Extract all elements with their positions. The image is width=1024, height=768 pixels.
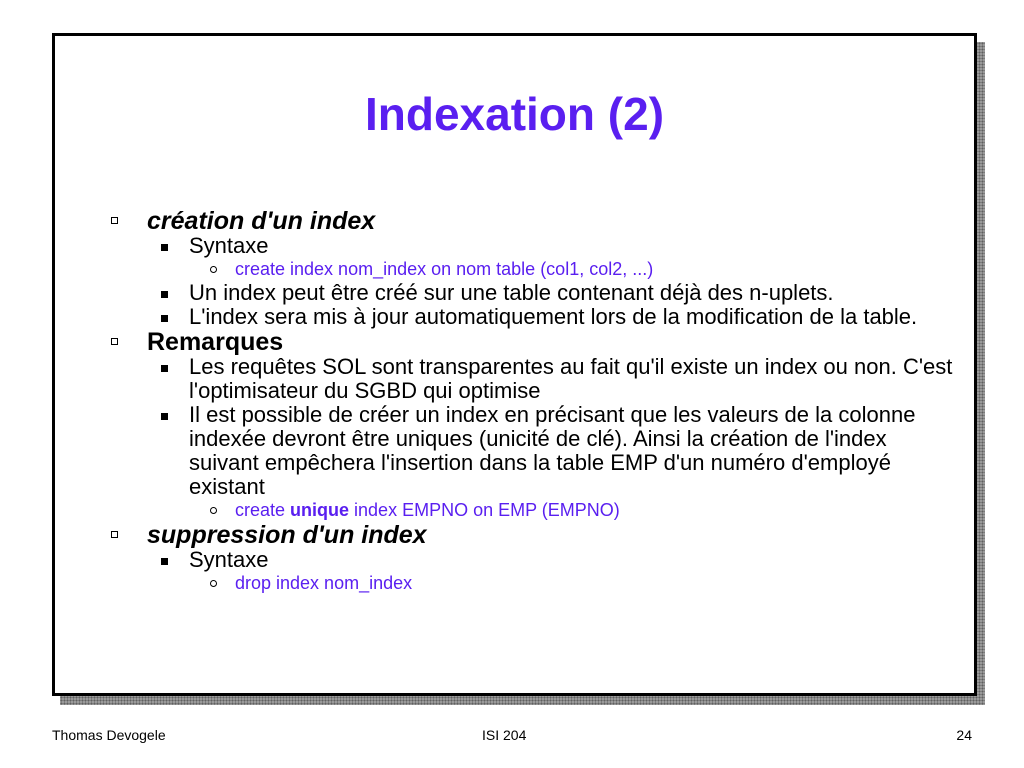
list-item-text: Syntaxe <box>189 547 269 572</box>
list-item <box>55 403 980 499</box>
list-item <box>55 305 980 329</box>
footer-page-number: 24 <box>956 727 972 743</box>
list-item-text: Syntaxe <box>189 233 269 258</box>
slide-content <box>55 208 980 595</box>
code-text: drop index nom_index <box>235 573 413 593</box>
section-heading-text: suppression d'un index <box>147 521 427 549</box>
section-heading-remarques <box>55 329 980 355</box>
code-keyword-unique: unique <box>290 500 350 520</box>
slide-frame <box>52 33 977 696</box>
hollow-circle-bullet-icon <box>210 580 217 587</box>
filled-square-bullet-icon <box>161 291 168 298</box>
hollow-square-bullet-icon <box>111 217 118 224</box>
section-heading-creation <box>55 208 980 234</box>
hollow-circle-bullet-icon <box>210 266 217 273</box>
list-item-text: Les requêtes SOL sont transparentes au fait qu'il existe un index ou non. C'est l'optimisateur du SGBD qui optimise <box>189 354 953 403</box>
code-line <box>55 258 980 281</box>
list-item <box>55 548 980 572</box>
filled-square-bullet-icon <box>161 558 168 565</box>
hollow-square-bullet-icon <box>111 531 118 538</box>
list-item-text: L'index sera mis à jour automatiquement lors de la modification de la table. <box>189 304 918 329</box>
hollow-circle-bullet-icon <box>210 507 217 514</box>
filled-square-bullet-icon <box>161 315 168 322</box>
list-item-text: Il est possible de créer un index en précisant que les valeurs de la colonne indexée devront être uniques (unicité de clé). Ainsi la création de l'index suivant empêchera l'insertion dans la table EMP d'un numéro d'employé existant <box>189 402 916 499</box>
footer-author: Thomas Devogele <box>52 727 166 743</box>
slide-title: Indexation (2) <box>364 88 665 140</box>
filled-square-bullet-icon <box>161 365 168 372</box>
section-heading-text: Remarques <box>147 328 284 356</box>
filled-square-bullet-icon <box>161 244 168 251</box>
list-item <box>55 234 980 258</box>
section-heading-text: création d'un index <box>147 207 376 235</box>
list-item-text: Un index peut être créé sur une table contenant déjà des n-uplets. <box>189 280 834 305</box>
code-line <box>55 572 980 595</box>
code-text: create index nom_index on nom table (col1, col2, ...) <box>235 259 654 279</box>
footer-course: ISI 204 <box>482 727 527 743</box>
code-text-before: create <box>235 500 291 520</box>
code-line <box>55 499 980 522</box>
section-heading-suppression <box>55 522 980 548</box>
hollow-square-bullet-icon <box>111 338 118 345</box>
list-item <box>55 355 980 403</box>
filled-square-bullet-icon <box>161 413 168 420</box>
code-text-after: index EMPNO on EMP (EMPNO) <box>349 500 620 520</box>
list-item <box>55 281 980 305</box>
